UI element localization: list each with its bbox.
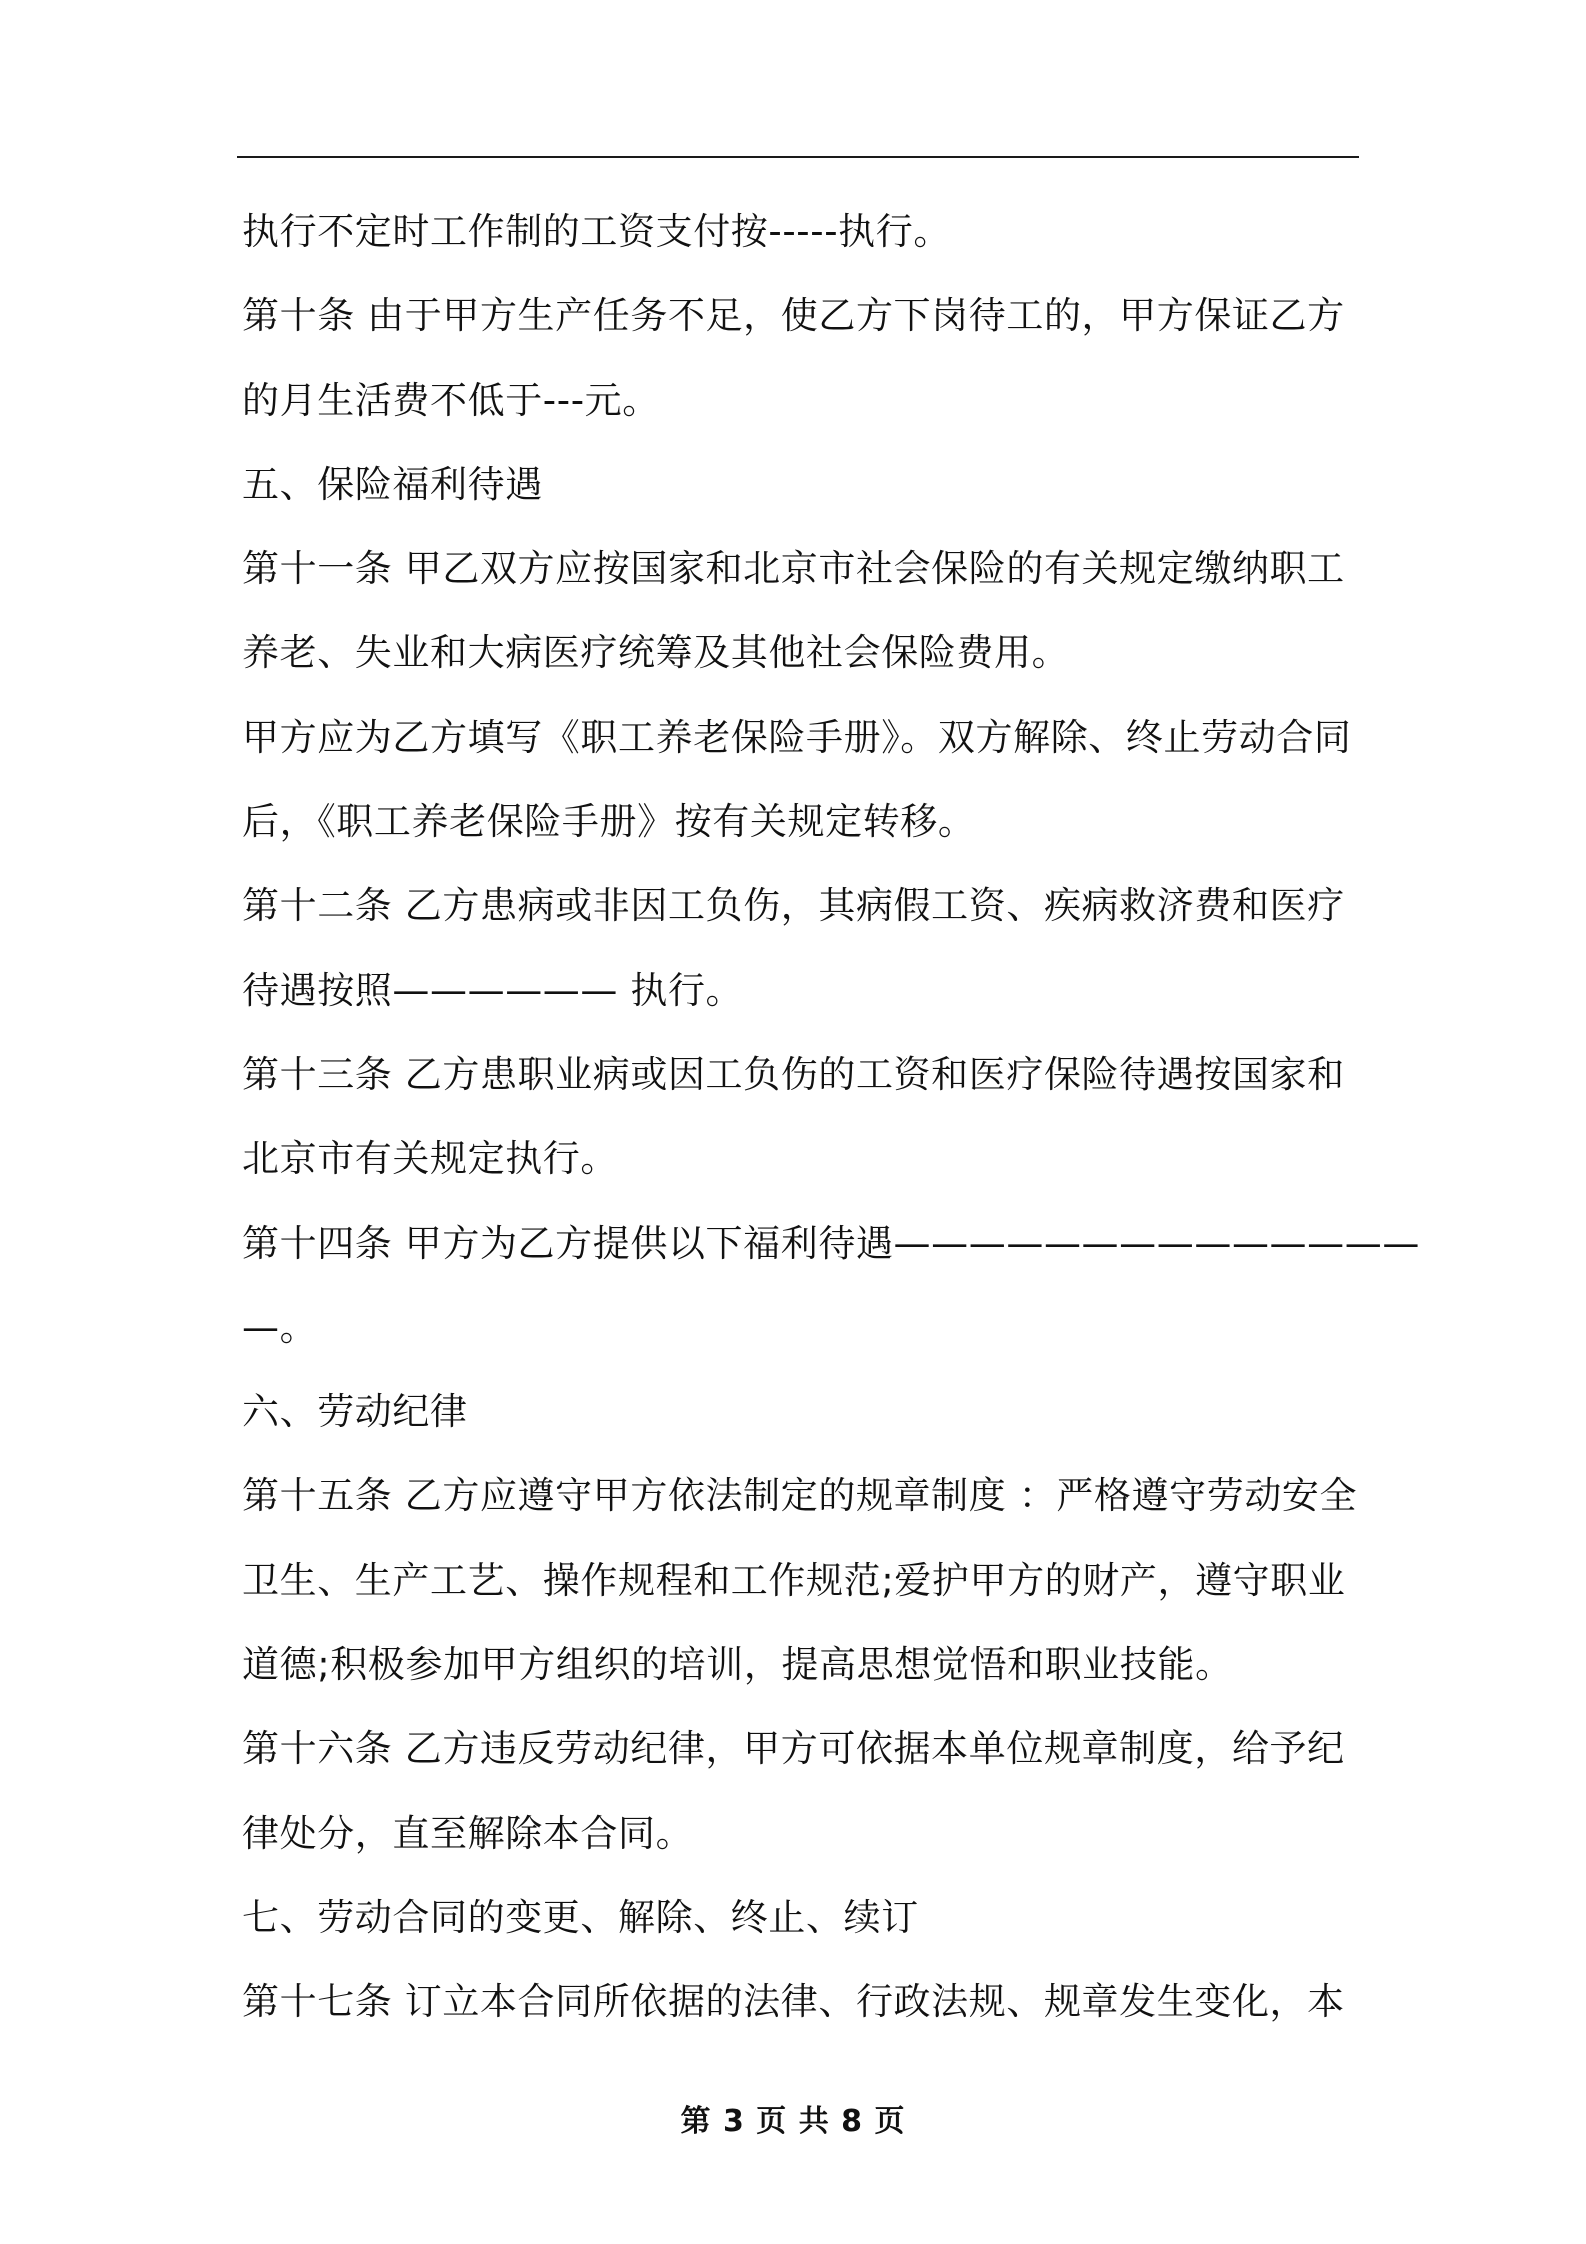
text-line: 的月生活费不低于---元。 — [242, 378, 660, 422]
text-line: 北京市有关规定执行。 — [242, 1137, 618, 1181]
text-line: 第十二条 乙方患病或非因工负伤，其病假工资、疾病救济费和医疗 — [242, 884, 1345, 928]
text-line: 第十一条 甲乙双方应按国家和北京市社会保险的有关规定缴纳职工 — [242, 547, 1345, 591]
header-rule — [237, 156, 1359, 158]
text-line: 第十四条 甲方为乙方提供以下福利待遇—————————————— — [242, 1221, 1420, 1265]
text-line: 待遇按照—————— 执行。 — [242, 968, 744, 1012]
text-line: 律处分，直至解除本合同。 — [242, 1811, 694, 1855]
section-heading: 七、劳动合同的变更、解除、终止、续订 — [242, 1895, 919, 1939]
text-line: 养老、失业和大病医疗统筹及其他社会保险费用。 — [242, 631, 1070, 675]
text-line: 甲方应为乙方填写《职工养老保险手册》。双方解除、终止劳动合同 — [242, 715, 1352, 759]
text-line: 第十五条 乙方应遵守甲方依法制定的规章制度 ：严格遵守劳动安全 — [242, 1474, 1358, 1518]
text-line: 执行不定时工作制的工资支付按-----执行。 — [242, 210, 951, 253]
section-heading: 五、保险福利待遇 — [242, 462, 543, 506]
text-line: 第十七条 订立本合同所依据的法律、行政法规、规章发生变化，本 — [242, 1980, 1345, 2024]
text-line: 第十三条 乙方患职业病或因工负伤的工资和医疗保险待遇按国家和 — [242, 1052, 1345, 1096]
text-line: 第十条 由于甲方生产任务不足，使乙方下岗待工的，甲方保证乙方 — [242, 294, 1345, 338]
text-line: 后，《职工养老保险手册》按有关规定转移。 — [242, 800, 976, 844]
page-number-footer: 第 3 页 共 8 页 — [680, 2104, 906, 2139]
section-heading: 六、劳动纪律 — [242, 1390, 468, 1434]
text-line: 第十六条 乙方违反劳动纪律，甲方可依据本单位规章制度，给予纪 — [242, 1727, 1345, 1771]
text-line: —。 — [242, 1305, 318, 1349]
document-body — [242, 190, 1420, 2045]
text-line: 道德;积极参加甲方组织的培训，提高思想觉悟和职业技能。 — [242, 1643, 1233, 1687]
text-line: 卫生、生产工艺、操作规程和工作规范;爱护甲方的财产，遵守职业 — [242, 1558, 1346, 1602]
